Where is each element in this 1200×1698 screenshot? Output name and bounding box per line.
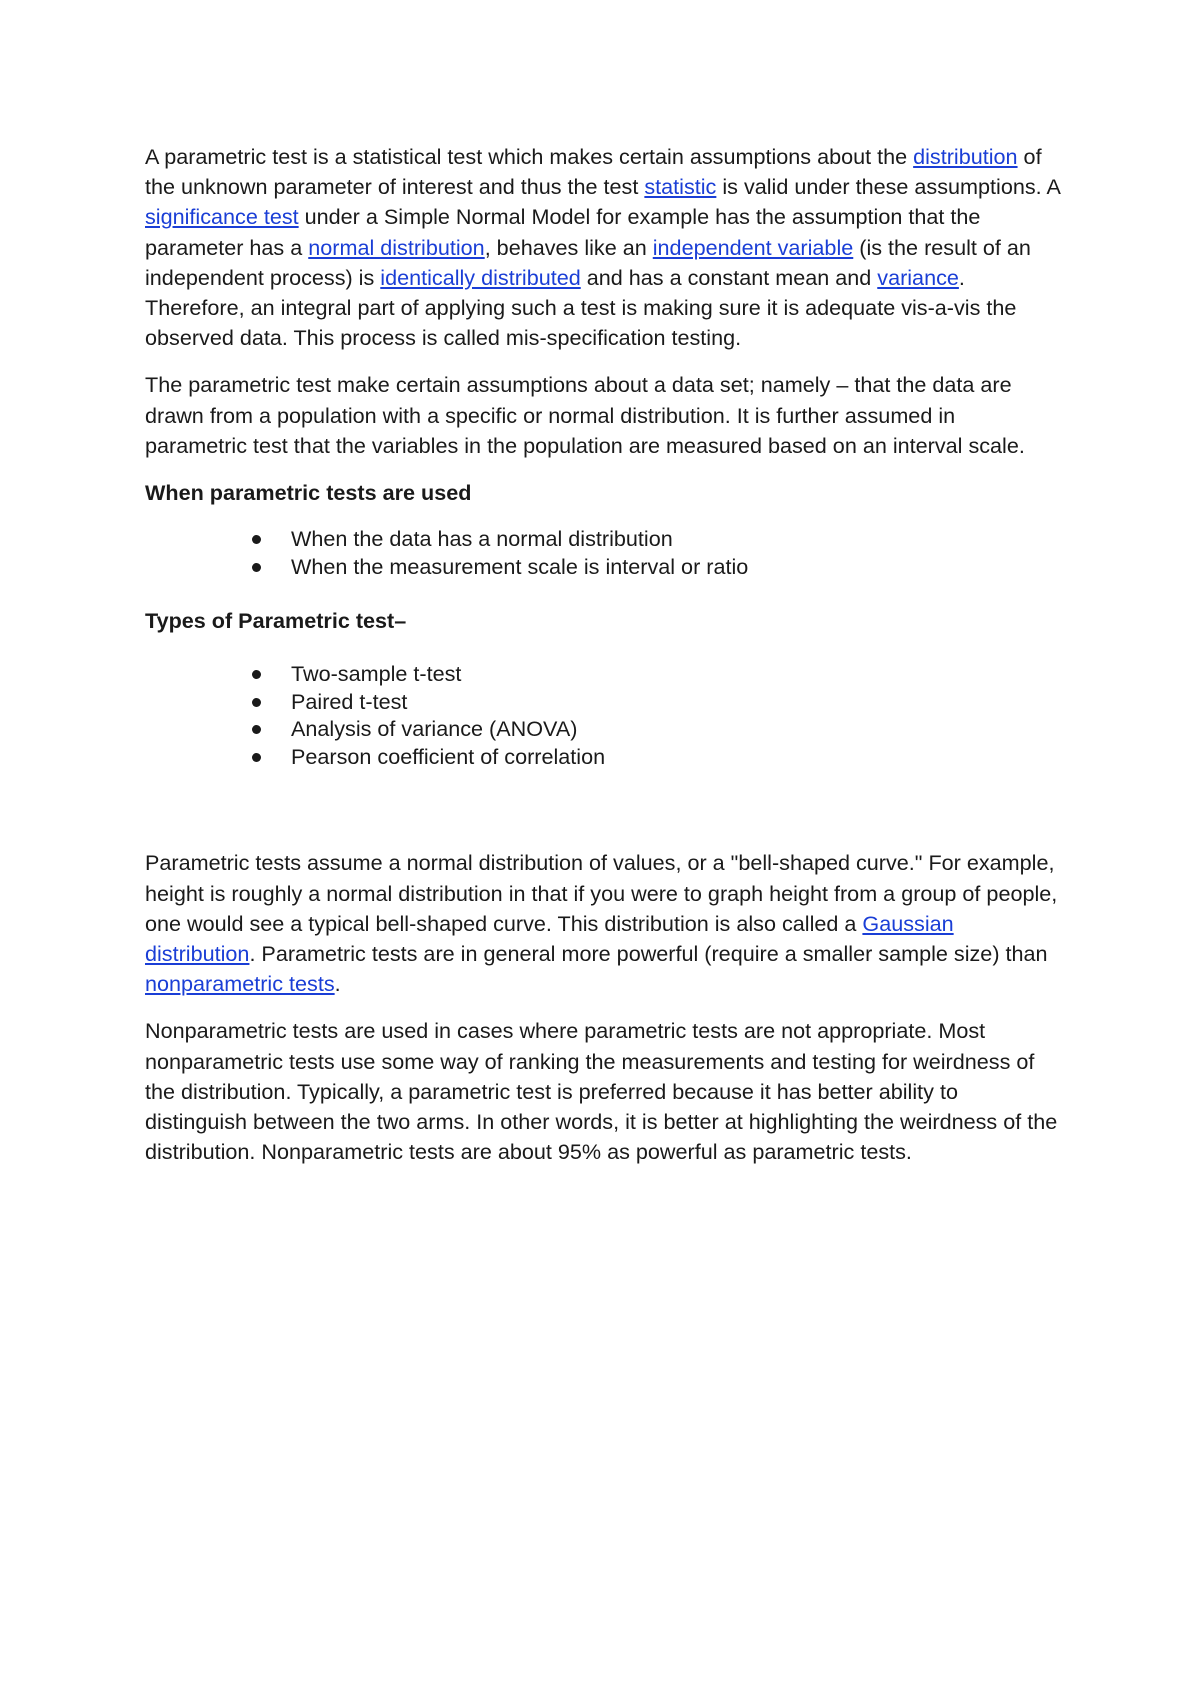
bullet-icon: [252, 670, 261, 679]
link-gaussian-distribution[interactable]: Gaussian distribution: [145, 910, 954, 967]
heading-types: Types of Parametric test–: [145, 608, 407, 634]
bullet-icon: [252, 698, 261, 707]
list-item: When the measurement scale is interval or ratio: [145, 553, 1060, 581]
bullet-icon: [252, 563, 261, 572]
heading-when-used: When parametric tests are used: [145, 480, 472, 506]
list-item: When the data has a normal distribution: [145, 525, 1060, 553]
list-when-used: [145, 525, 1060, 580]
paragraph-nonparametric: Nonparametric tests are used in cases where parametric tests are not appropriate. Most nonparametric tests use some way of ranking the measurements and testing for weirdness of the distribution. Typically, a parametric test is preferred because it has better ability to distinguish between the two arms. In other words, it is better at highlighting the weirdness of the distribution. Nonparametric tests are about 95% as powerful as parametric tests.: [145, 1018, 1058, 1165]
link-statistic[interactable]: statistic: [644, 174, 717, 200]
link-distribution[interactable]: distribution: [913, 144, 1018, 169]
paragraph-assumptions: The parametric test make certain assumptions about a data set; namely – that the data are drawn from a population with a specific or normal distribution. It is further assumed in parametric test that the variables in the population are measured based on an interval scale.: [145, 372, 1025, 458]
bullet-icon: [252, 535, 261, 544]
bullet-icon: [252, 753, 261, 762]
list-item: Two-sample t-test: [145, 660, 1060, 688]
bullet-icon: [252, 725, 261, 734]
link-significance-test[interactable]: significance test: [145, 204, 299, 230]
link-variance[interactable]: variance: [877, 264, 959, 290]
list-types: [145, 660, 1060, 770]
paragraph-normal-distribution: Parametric tests assume a normal distribution of values, or a "bell-shaped curve." For example, height is roughly a normal distribution in that if you were to graph height from a group of people, one would see a typical bell-shaped curve. This distribution is also called a Gaussian distribution. Parametric tests are in general more powerful (require a smaller sample size) than nonparametric tests.: [145, 850, 1058, 997]
link-identically-distributed[interactable]: identically distributed: [380, 264, 581, 290]
list-item: Pearson coefficient of correlation: [145, 743, 1060, 771]
link-normal-distribution[interactable]: normal distribution: [308, 234, 485, 260]
link-nonparametric-tests[interactable]: nonparametric tests: [145, 971, 335, 997]
link-independent-variable[interactable]: independent variable: [652, 234, 854, 260]
list-item: Paired t-test: [145, 688, 1060, 716]
document-body: [145, 142, 1060, 1184]
list-item: Analysis of variance (ANOVA): [145, 715, 1060, 743]
paragraph-intro: A parametric test is a statistical test which makes certain assumptions about the distribution of the unknown parameter of interest and thus the test statistic is valid under these assumptions. A significance test under a Simple Normal Model for example has the assumption that the parameter has a normal distribution, behaves like an independent variable (is the result of an independent process) is identically distributed and has a constant mean and variance. Therefore, an integral part of applying such a test is making sure it is adequate vis-a-vis the observed data. This process is called mis-specification testing.: [145, 144, 1060, 351]
